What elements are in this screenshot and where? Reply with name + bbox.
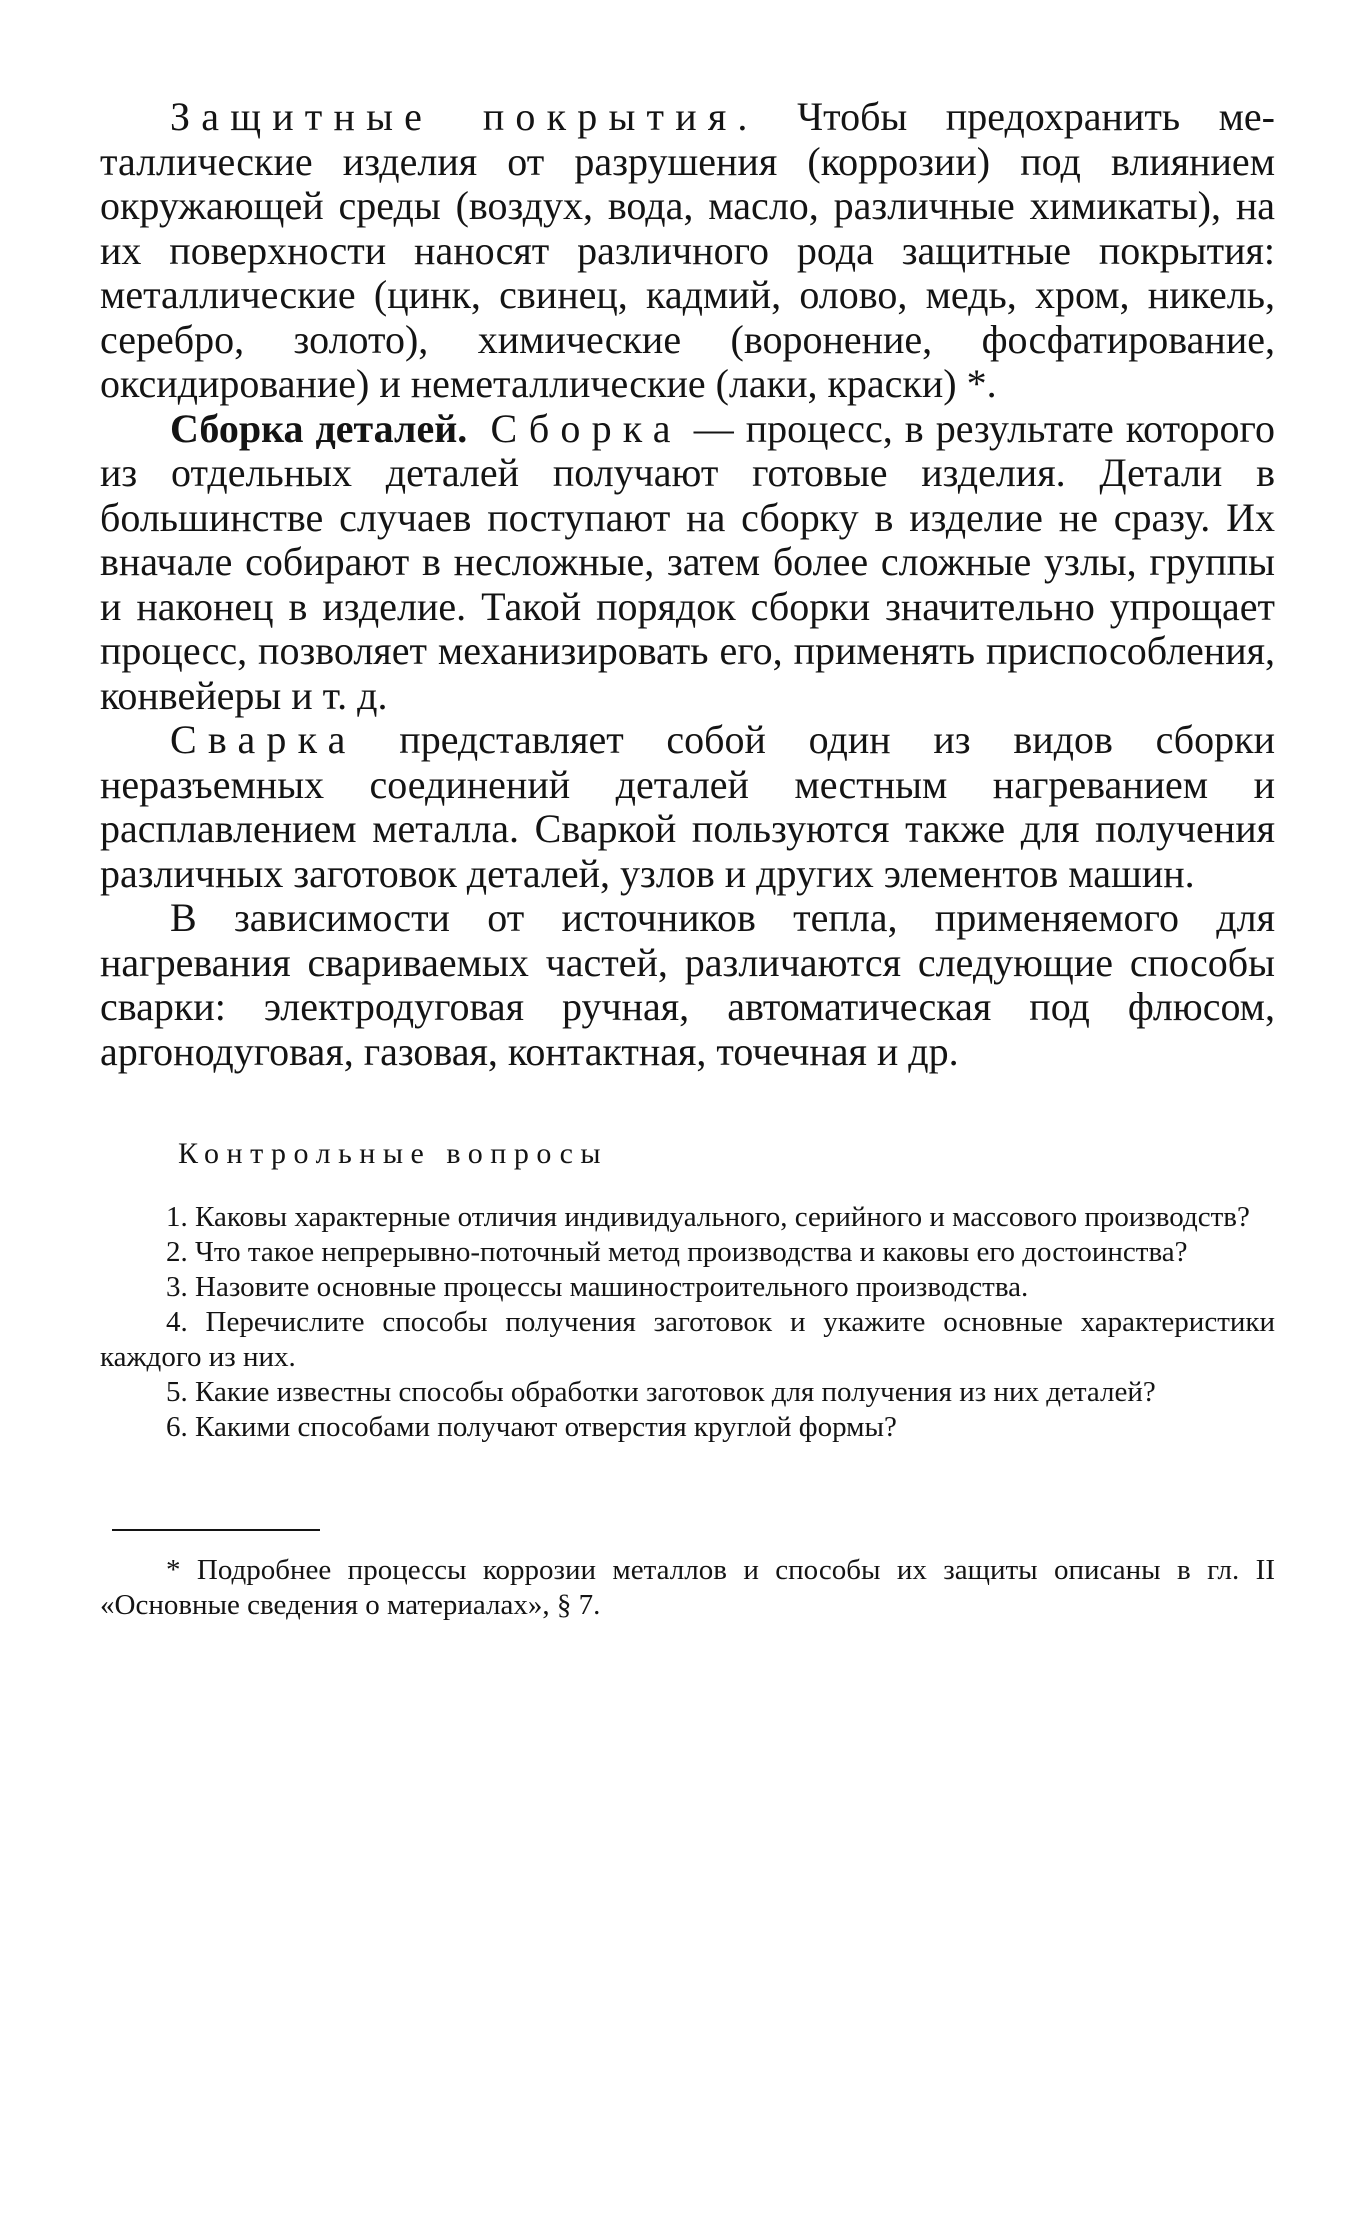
main-text: [100, 95, 1275, 1074]
book-page: [100, 95, 1275, 1623]
term-protective-coatings: Защитные покрытия.: [170, 94, 759, 139]
question-item: 5. Какие известны способы обработки заготовок для получения из них деталей?: [166, 1376, 1156, 1408]
paragraph-welding: [100, 718, 1275, 896]
term-welding: Сварка: [170, 717, 357, 762]
paragraph-text: Чтобы предохранить металлические изделия от разрушения (коррозии) под влиянием окружающей среды (воздух, вода, масло, различные химикаты), на их поверхности наносят различного рода защитные покрытия: металлические (цинк, свинец, кадмий, олово, медь, хром, никель, серебро, золото), химические (воронение, фосфатирование, оксидирование) и неметаллические (лаки, краски) *.: [100, 94, 1275, 406]
paragraph-protective-coatings: [100, 95, 1275, 407]
question-item: 1. Каковы характерные отличия индивидуального, серийного и массового производств?: [166, 1201, 1250, 1233]
question-item: 2. Что такое непрерывно-поточный метод производства и каковы его достоинства?: [166, 1236, 1188, 1268]
term-assembly: Сборка: [467, 405, 682, 451]
question-item: 3. Назовите основные процессы машиностроительного производства.: [166, 1271, 1029, 1303]
question-item: 6. Какими способами получают отверстия круглой формы?: [166, 1411, 897, 1443]
footnote-divider: [112, 1529, 320, 1531]
paragraph-text: представляет собой один из видов сборки неразъемных соединений деталей местным нагреванием и расплавлением металла. Сваркой пользуются также для получения различных заготовок деталей, узлов и других элементов машин.: [100, 717, 1275, 896]
question-item: 4. Перечислите способы получения заготовок и укажите основные характеристики каждого из них.: [100, 1306, 1275, 1373]
paragraph-text: — процесс, в результате которого из отдельных деталей получают готовые изделия. Детали в большинстве случаев поступают на сборку в изделие не сразу. Их вначале собирают в несложные, затем более сложные узлы, группы и наконец в изделие. Такой порядок сборки значительно упрощает процесс, позволяет механизировать его, применять приспособления, конвейеры и т. д.: [100, 405, 1275, 718]
heading-assembly: Сборка деталей.: [170, 405, 468, 451]
section-title-questions: Контрольные вопросы: [178, 1137, 609, 1170]
footnote: * Подробнее процессы коррозии металлов и способы их защиты описаны в гл. II «Основные сведения о материалах», § 7.: [100, 1554, 1275, 1621]
questions-list: [100, 1200, 1275, 1445]
paragraph-assembly: [100, 407, 1275, 719]
paragraph-welding-methods: В зависимости от источников тепла, применяемого для нагревания свариваемых частей, различаются следующие способы сварки: электродуговая ручная, автоматическая под флюсом, аргонодуговая, газовая, контактная, точечная и др.: [100, 895, 1275, 1074]
